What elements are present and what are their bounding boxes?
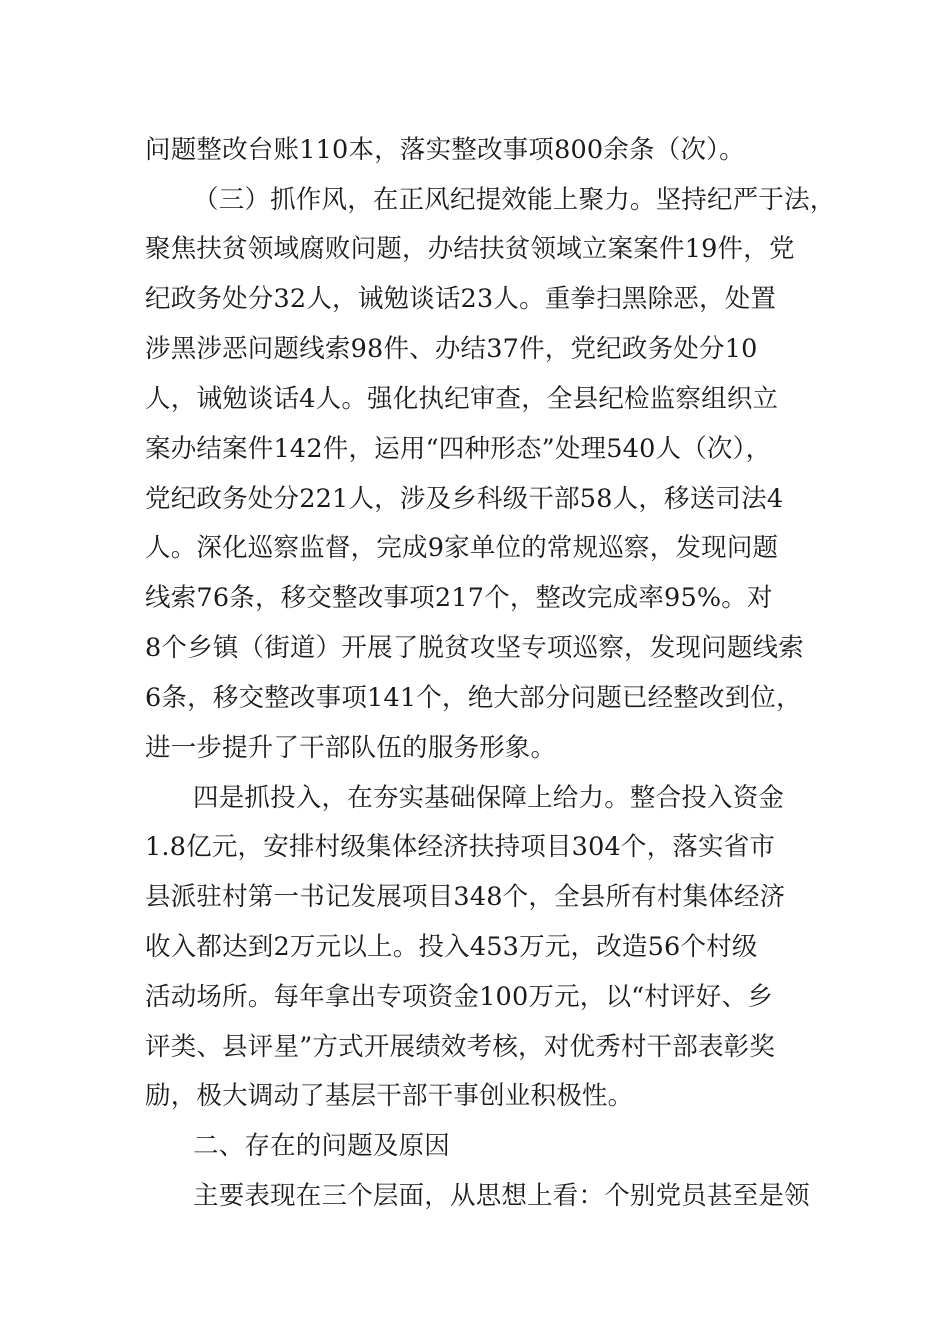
paragraph-line: 活动场所。每年拿出专项资金100万元，以“村评好、乡: [145, 982, 773, 1012]
paragraph-line: 人。深化巡察监督，完成9家单位的常规巡察，发现问题: [145, 533, 779, 563]
paragraph-line: 8个乡镇（街道）开展了脱贫攻坚专项巡察，发现问题线索: [145, 633, 804, 663]
paragraph-line: 评类、县评星”方式开展绩效考核，对优秀村干部表彰奖: [145, 1032, 776, 1062]
section-heading: 二、存在的问题及原因: [193, 1131, 451, 1161]
paragraph-line: 案办结案件142件，运用“四种形态”处理540人（次），: [145, 434, 772, 464]
paragraph-line: 县派驻村第一书记发展项目348个，全县所有村集体经济: [145, 882, 786, 912]
paragraph-line: 人，诫勉谈话4人。强化执纪审查，全县纪检监察组织立: [145, 384, 779, 414]
paragraph-line: 收入都达到2万元以上。投入453万元，改造56个村级: [145, 932, 758, 962]
paragraph-line: 问题整改台账110本，落实整改事项800余条（次）。: [145, 135, 745, 165]
paragraph-line: 四是抓投入，在夯实基础保障上给力。整合投入资金: [193, 783, 785, 813]
paragraph-line: 线索76条，移交整改事项217个，整改完成率95%。对: [145, 583, 773, 613]
paragraph-line: 1.8亿元，安排村级集体经济扶持项目304个，落实省市: [145, 832, 776, 862]
paragraph-line: 进一步提升了干部队伍的服务形象。: [145, 733, 557, 763]
paragraph-line: （三）抓作风，在正风纪提效能上聚力。坚持纪严于法，: [193, 185, 836, 215]
paragraph-line: 涉黑涉恶问题线索98件、办结37件，党纪政务处分10: [145, 334, 758, 364]
paragraph-line: 聚焦扶贫领域腐败问题，办结扶贫领域立案案件19件，党: [145, 234, 795, 264]
paragraph-line: 6条，移交整改事项141个，绝大部分问题已经整改到位，: [145, 683, 802, 713]
paragraph-line: 励，极大调动了基层干部干事创业积极性。: [145, 1081, 634, 1111]
paragraph-line: 主要表现在三个层面，从思想上看：个别党员甚至是领: [193, 1181, 810, 1211]
paragraph-line: 党纪政务处分221人，涉及乡科级干部58人，移送司法4: [145, 484, 784, 514]
paragraph-line: 纪政务处分32人，诫勉谈话23人。重拳扫黑除恶，处置: [145, 284, 777, 314]
